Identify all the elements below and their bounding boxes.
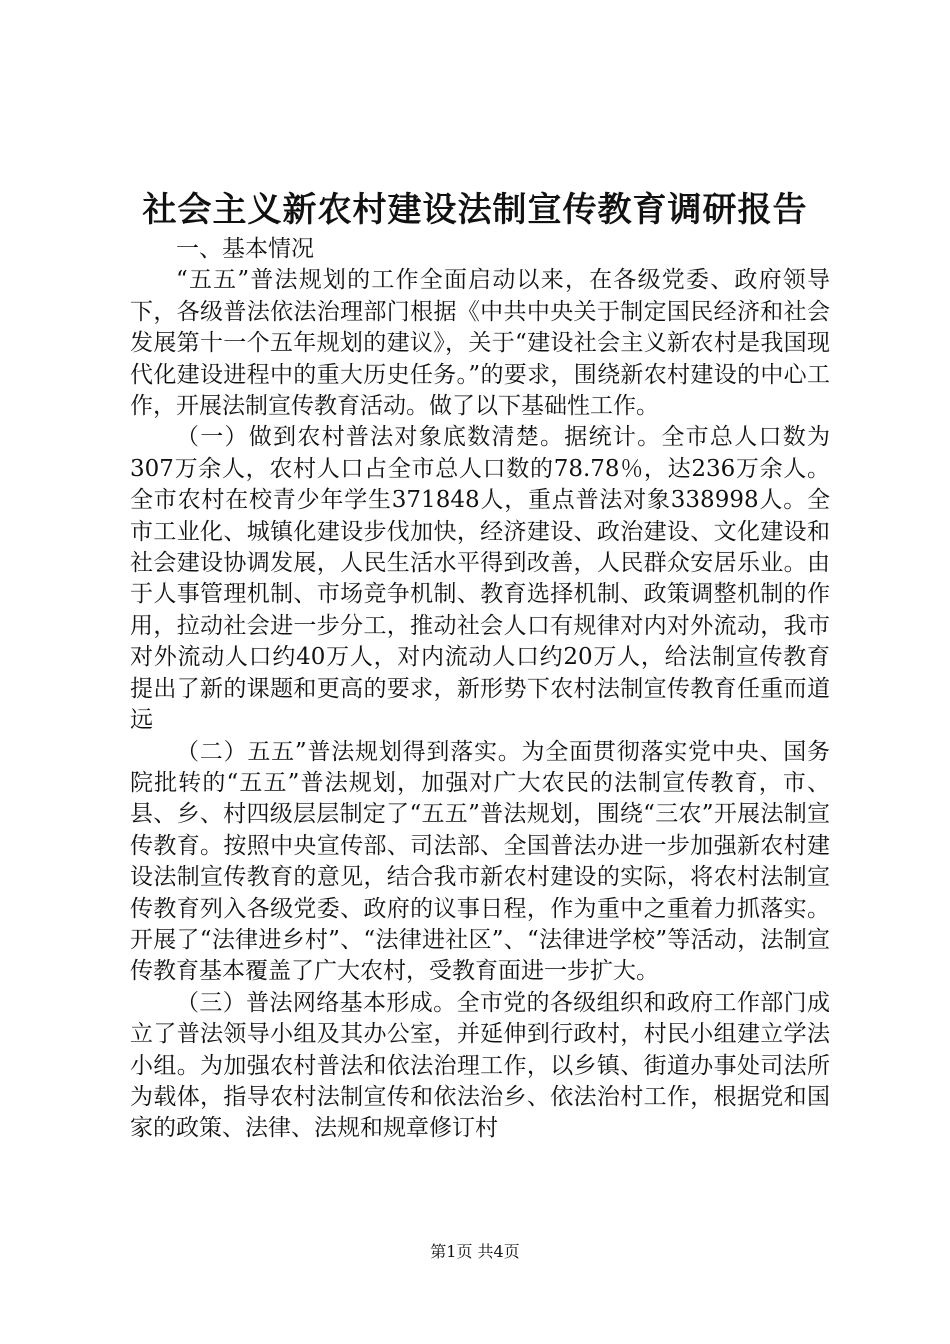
page-number-footer: 第1页 共4页 — [430, 1242, 520, 1261]
document-body — [130, 234, 830, 1145]
document-title: 社会主义新农村建设法制宣传教育调研报告 — [142, 190, 808, 230]
paragraph: （一）做到农村普法对象底数清楚。据统计。全市总人口数为307万余人，农村人口占全市总人口数的78.78％，达236万余人。全市农村在校青少年学生371848人，重点普法对象338998人。全市工业化、城镇化建设步伐加快，经济建设、政治建设、文化建设和社会建设协调发展，人民生活水平得到改善，人民群众安居乐业。由于人事管理机制、市场竞争机制、教育选择机制、政策调整机制的作用，拉动社会进一步分工，推动社会人口有规律对内对外流动，我市对外流动人口约40万人，对内流动人口约20万人，给法制宣传教育提出了新的课题和更高的要求，新形势下农村法制宣传教育任重而道远 — [130, 424, 830, 734]
paragraph: （二）五五”普法规划得到落实。为全面贯彻落实党中央、国务院批转的“五五”普法规划，加强对广大农民的法制宣传教育，市、县、乡、村四级层层制定了“五五”普法规划，围绕“三农”开展法制宣传教育。按照中央宣传部、司法部、全国普法办进一步加强新农村建设法制宣传教育的意见，结合我市新农村建设的实际，将农村法制宣传教育列入各级党委、政府的议事日程，作为重中之重着力抓落实。开展了“法律进乡村”、“法律进社区”、“法律进学校”等活动，法制宣传教育基本覆盖了广大农村，受教育面进一步扩大。 — [130, 738, 830, 985]
paragraph: “五五”普法规划的工作全面启动以来，在各级党委、政府领导下，各级普法依法治理部门根据《中共中央关于制定国民经济和社会发展第十一个五年规划的建议》，关于“建设社会主义新农村是我国现代化建设进程中的重大历史任务。”的要求，围绕新农村建设的中心工作，开展法制宣传教育活动。做了以下基础性工作。 — [130, 267, 830, 420]
section-heading: 一、基本情况 — [176, 236, 314, 262]
paragraph: （三）普法网络基本形成。全市党的各级组织和政府工作部门成立了普法领导小组及其办公室，并延伸到行政村，村民小组建立学法小组。为加强农村普法和依法治理工作，以乡镇、街道办事处司法所为载体，指导农村法制宣传和依法治乡、依法治村工作，根据党和国家的政策、法律、法规和规章修订村 — [130, 989, 830, 1142]
